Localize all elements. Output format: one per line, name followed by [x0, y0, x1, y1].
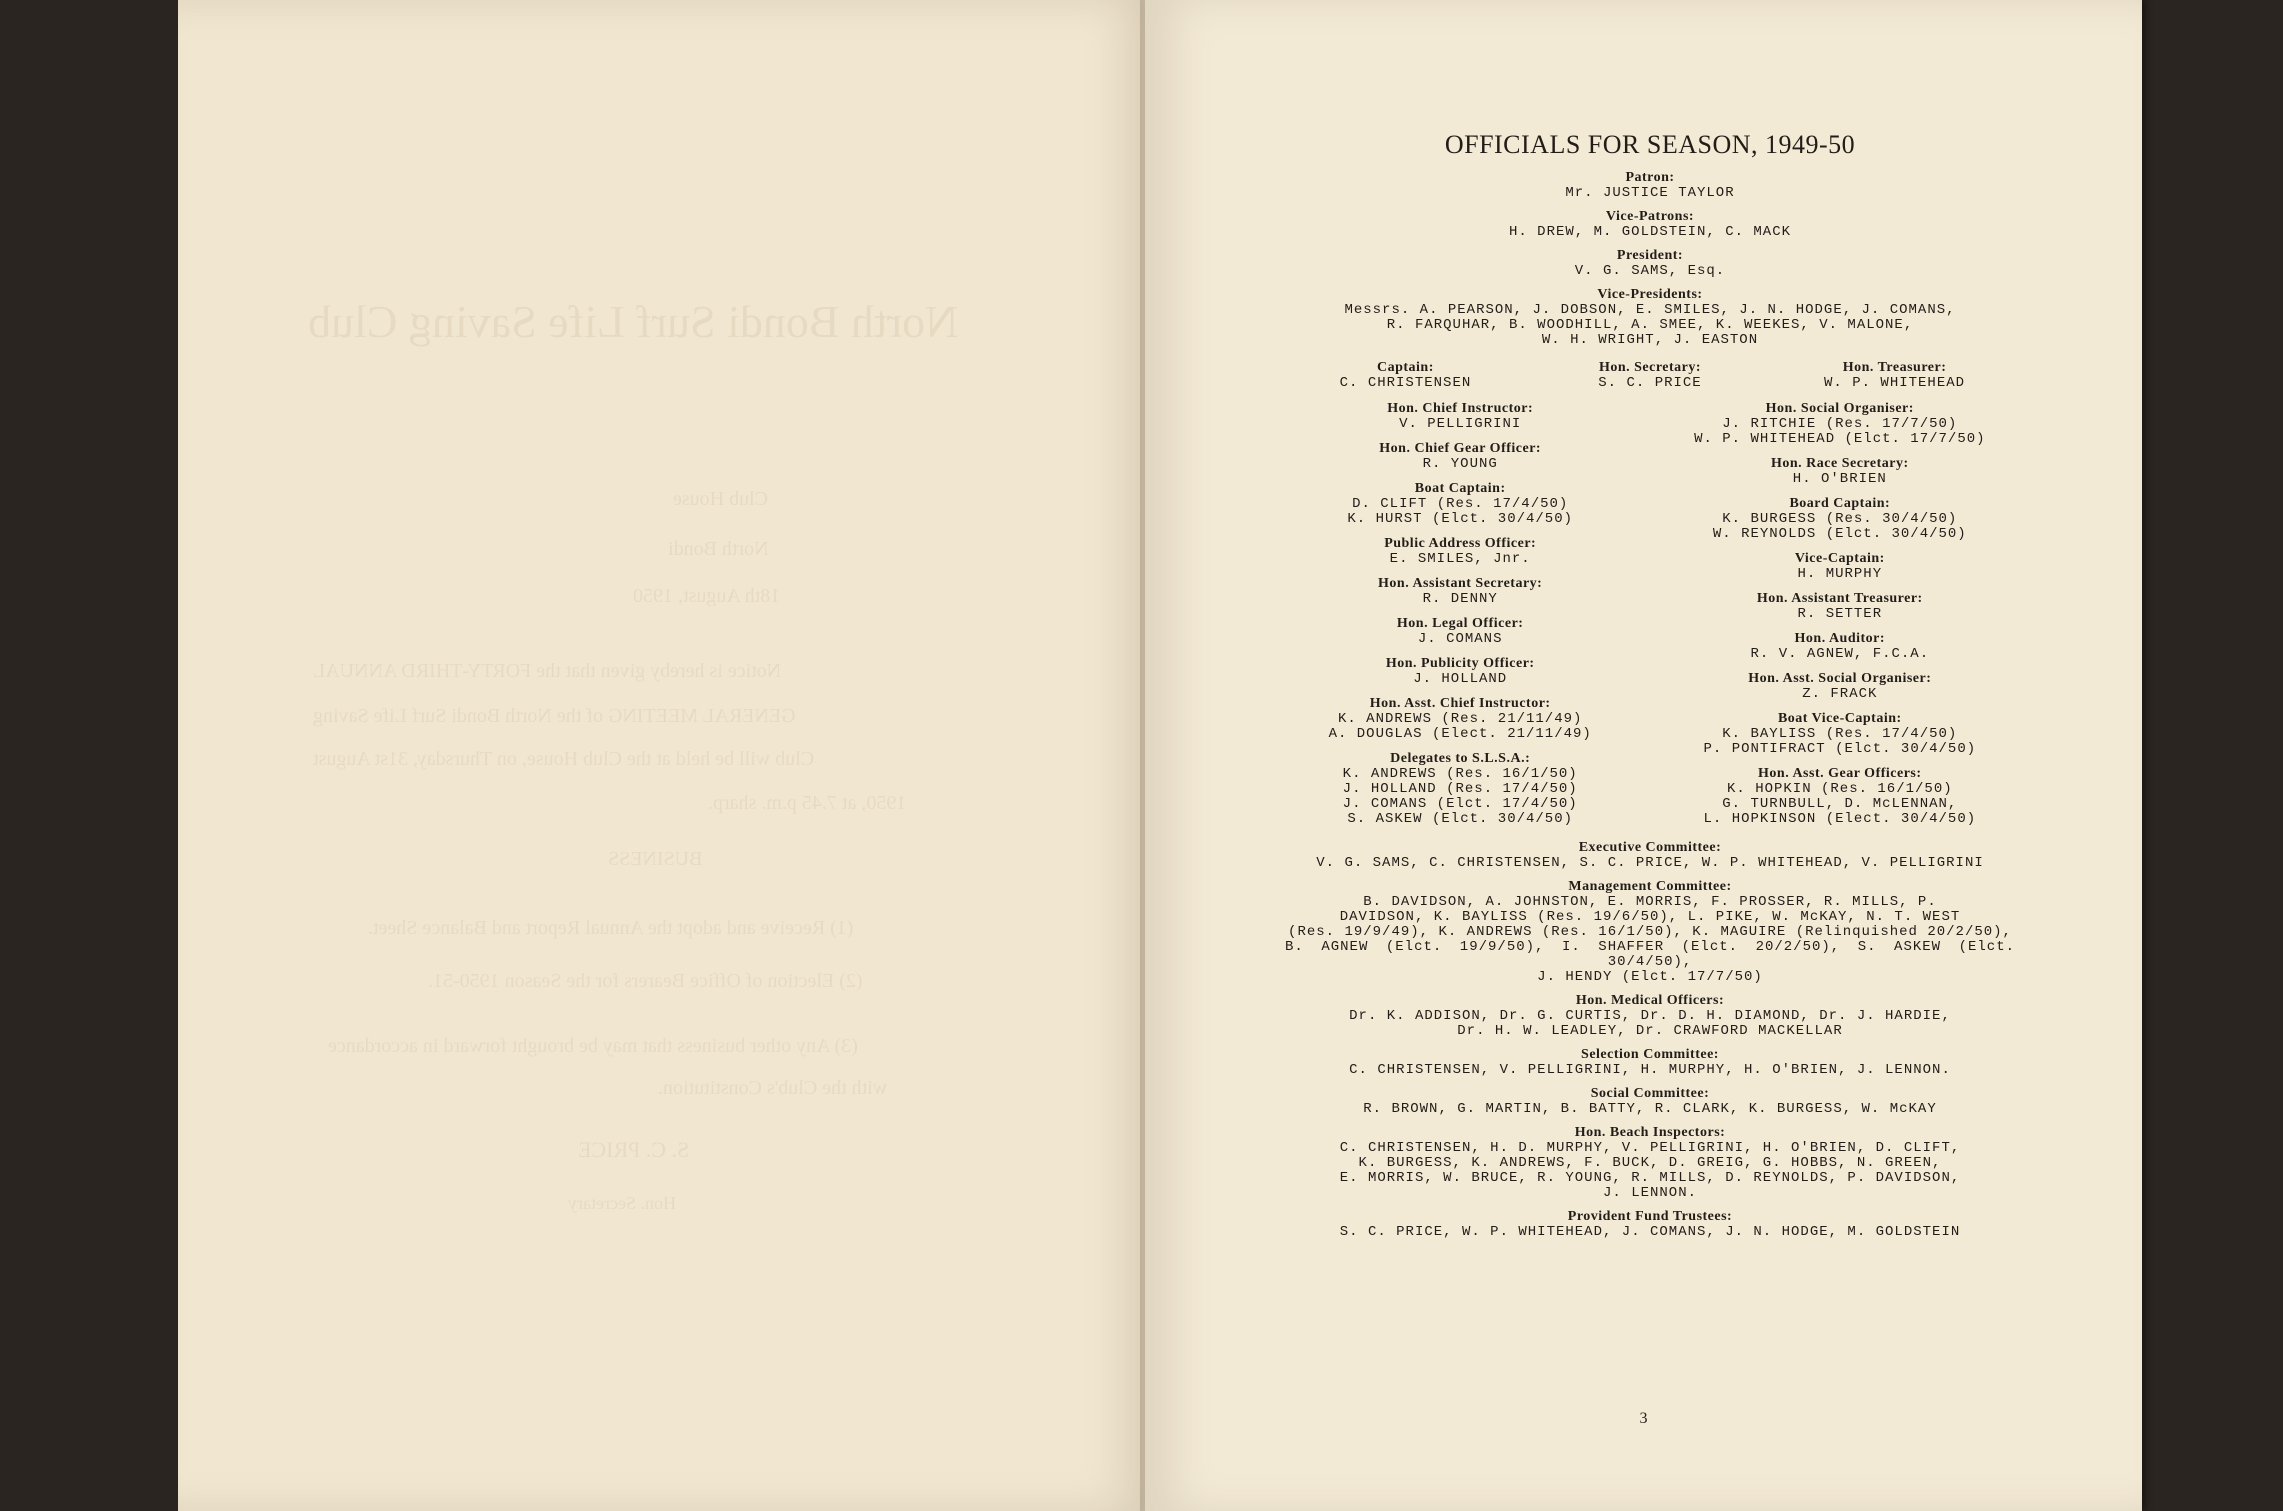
- office-label: Boat Captain:: [1414, 481, 1506, 496]
- bleed-line: (2) Election of Office Bearers for the Season 1950-51.: [428, 970, 863, 992]
- president-value: V. G. SAMS, Esq.: [1574, 263, 1726, 279]
- office-holder: E. SMILES, Jnr.: [1389, 551, 1531, 567]
- treasurer-section: [1774, 356, 2015, 391]
- bleed-line: 1950, at 7.45 p.m. sharp.: [708, 792, 907, 814]
- bleed-line: with the Club's Constitution.: [658, 1077, 888, 1099]
- office-holder: A. DOUGLAS (Elect. 21/11/49): [1328, 726, 1592, 742]
- committee-line: B. AGNEW (Elct. 19/9/50), I. SHAFFER (Elct. 20/2/50), S. ASKEW (Elct. 30/4/50),: [1285, 939, 2015, 970]
- social-committee: [1285, 1086, 2015, 1117]
- officers-right-column: [1665, 397, 2015, 836]
- office-holder: D. CLIFT (Res. 17/4/50): [1352, 496, 1569, 512]
- office-entry: [1665, 551, 2015, 582]
- officers-left-column: [1285, 397, 1635, 836]
- bleed-line: (1) Receive and adopt the Annual Report and Balance Sheet.: [368, 917, 854, 939]
- office-entry: [1285, 616, 1635, 647]
- office-entry: [1665, 766, 2015, 827]
- vice-presidents-line: R. FARQUHAR, B. WOODHILL, A. SMEE, K. WEEKES, V. MALONE,: [1386, 317, 1914, 333]
- bleed-line: Club will be held at the Club House, on Thursday, 31st August: [313, 748, 815, 770]
- office-entry: [1285, 576, 1635, 607]
- bleed-line: Notice is hereby given that the FORTY-THIRD ANNUAL: [313, 660, 782, 682]
- committee-line: (Res. 19/9/49), K. ANDREWS (Res. 16/1/50), K. MAGUIRE (Relinquished 20/2/50),: [1288, 924, 2012, 940]
- office-holder: R. DENNY: [1422, 591, 1498, 607]
- committee-line: C. CHRISTENSEN, H. D. MURPHY, V. PELLIGRINI, H. O'BRIEN, D. CLIFT,: [1339, 1140, 1961, 1156]
- office-holder: W. REYNOLDS (Elct. 30/4/50): [1712, 526, 1967, 542]
- bleed-line: BUSINESS: [608, 848, 703, 870]
- officials-list: [1285, 130, 2015, 1248]
- captain-section: [1285, 356, 1526, 391]
- committee-line: R. BROWN, G. MARTIN, B. BATTY, R. CLARK, K. BURGESS, W. McKAY: [1363, 1101, 1937, 1117]
- president-label: President:: [1616, 248, 1684, 263]
- office-holder: S. ASKEW (Elct. 30/4/50): [1347, 811, 1574, 827]
- office-label: Hon. Asst. Social Organiser:: [1748, 671, 1932, 686]
- office-label: Hon. Publicity Officer:: [1385, 656, 1535, 671]
- management-committee: [1285, 879, 2015, 985]
- patron-value: Mr. JUSTICE TAYLOR: [1565, 185, 1735, 201]
- bleed-line: North Bondi: [668, 538, 769, 560]
- committee-line: J. HENDY (Elct. 17/7/50): [1537, 969, 1763, 985]
- office-holder: K. HOPKIN (Res. 16/1/50): [1726, 781, 1953, 797]
- executive-committee: [1285, 840, 2015, 871]
- officers-columns: [1285, 397, 2015, 836]
- captain-label: Captain:: [1376, 360, 1434, 375]
- committee-line: E. MORRIS, W. BRUCE, R. YOUNG, R. MILLS, D. REYNOLDS, P. DAVIDSON,: [1339, 1170, 1961, 1186]
- vice-presidents-line: Messrs. A. PEARSON, J. DOBSON, E. SMILES, J. N. HODGE, J. COMANS,: [1344, 302, 1956, 318]
- office-holder: G. TURNBULL, D. McLENNAN,: [1722, 796, 1958, 812]
- office-label: Hon. Race Secretary:: [1770, 456, 1909, 471]
- bleed-line: (3) Any other business that may be brought forward in accordance: [328, 1035, 858, 1057]
- committee-label: Hon. Beach Inspectors:: [1574, 1125, 1726, 1140]
- committee-label: Social Committee:: [1590, 1086, 1710, 1101]
- office-label: Hon. Auditor:: [1794, 631, 1886, 646]
- office-label: Hon. Assistant Treasurer:: [1756, 591, 1923, 606]
- committee-line: Dr. H. W. LEADLEY, Dr. CRAWFORD MACKELLAR: [1457, 1023, 1843, 1039]
- office-holder: H. MURPHY: [1797, 566, 1883, 582]
- committee-line: V. G. SAMS, C. CHRISTENSEN, S. C. PRICE, W. P. WHITEHEAD, V. PELLIGRINI: [1316, 855, 1984, 871]
- office-holder: K. ANDREWS (Res. 16/1/50): [1342, 766, 1578, 782]
- bleed-line: Hon. Secretary: [568, 1193, 676, 1213]
- office-holder: L. HOPKINSON (Elect. 30/4/50): [1703, 811, 1977, 827]
- committee-label: Selection Committee:: [1581, 1047, 1719, 1062]
- office-holder: K. HURST (Elct. 30/4/50): [1347, 511, 1574, 527]
- beach-inspectors: [1285, 1125, 2015, 1201]
- office-entry: [1665, 456, 2015, 487]
- office-label: Hon. Asst. Gear Officers:: [1758, 766, 1922, 781]
- office-holder: J. COMANS: [1417, 631, 1503, 647]
- vice-patrons-value: H. DREW, M. GOLDSTEIN, C. MACK: [1508, 224, 1792, 240]
- office-entry: [1665, 401, 2015, 447]
- treasurer-label: Hon. Treasurer:: [1842, 360, 1947, 375]
- office-holder: K. BURGESS (Res. 30/4/50): [1722, 511, 1958, 527]
- provident-fund-trustees: [1285, 1209, 2015, 1240]
- vice-patrons-section: [1285, 209, 2015, 240]
- office-holder: W. P. WHITEHEAD (Elct. 17/7/50): [1694, 431, 1986, 447]
- office-holder: R. SETTER: [1797, 606, 1883, 622]
- office-label: Hon. Asst. Chief Instructor:: [1369, 696, 1551, 711]
- medical-officers: [1285, 993, 2015, 1039]
- bleed-line: Club House: [673, 488, 768, 510]
- office-label: Board Captain:: [1789, 496, 1891, 511]
- vice-presidents-line: W. H. WRIGHT, J. EASTON: [1541, 332, 1759, 348]
- president-section: [1285, 248, 2015, 279]
- office-label: Hon. Social Organiser:: [1765, 401, 1914, 416]
- committee-line: B. DAVIDSON, A. JOHNSTON, E. MORRIS, F. PROSSER, R. MILLS, P.: [1363, 894, 1937, 910]
- treasurer-value: W. P. WHITEHEAD: [1824, 375, 1966, 391]
- page-number: 3: [1639, 1410, 1648, 1427]
- office-holder: K. BAYLISS (Res. 17/4/50): [1722, 726, 1958, 742]
- secretary-value: S. C. PRICE: [1598, 375, 1702, 391]
- patron-label: Patron:: [1625, 170, 1675, 185]
- captain-value: C. CHRISTENSEN: [1339, 375, 1472, 391]
- office-holder: P. PONTIFRACT (Elct. 30/4/50): [1703, 741, 1977, 757]
- office-holder: J. RITCHIE (Res. 17/7/50): [1722, 416, 1958, 432]
- selection-committee: [1285, 1047, 2015, 1078]
- committee-line: S. C. PRICE, W. P. WHITEHEAD, J. COMANS, J. N. HODGE, M. GOLDSTEIN: [1339, 1224, 1961, 1240]
- patron-section: [1285, 170, 2015, 201]
- secretary-label: Hon. Secretary:: [1598, 360, 1702, 375]
- committee-label: Hon. Medical Officers:: [1575, 993, 1725, 1008]
- bleed-line: GENERAL MEETING of the North Bondi Surf Life Saving: [313, 705, 796, 727]
- bleed-line: 18th August, 1950: [633, 585, 781, 607]
- office-holder: R. YOUNG: [1422, 456, 1498, 472]
- committee-line: DAVIDSON, K. BAYLISS (Res. 19/6/50), L. PIKE, W. McKAY, N. T. WEST: [1339, 909, 1961, 925]
- vice-presidents-label: Vice-Presidents:: [1597, 287, 1703, 302]
- committee-line: J. LENNON.: [1602, 1185, 1697, 1201]
- office-label: Hon. Chief Gear Officer:: [1379, 441, 1542, 456]
- office-label: Delegates to S.L.S.A.:: [1390, 751, 1531, 766]
- vice-patrons-label: Vice-Patrons:: [1605, 209, 1695, 224]
- office-label: Hon. Assistant Secretary:: [1378, 576, 1543, 591]
- office-holder: Z. FRACK: [1802, 686, 1878, 702]
- office-label: Boat Vice-Captain:: [1777, 711, 1902, 726]
- vice-presidents-section: [1285, 287, 2015, 348]
- office-holder: J. COMANS (Elct. 17/4/50): [1342, 796, 1578, 812]
- office-entry: [1285, 536, 1635, 567]
- bleed-heading: North Bondi Surf Life Saving Club: [308, 296, 959, 347]
- committee-label: Management Committee:: [1568, 879, 1732, 894]
- office-label: Hon. Legal Officer:: [1396, 616, 1524, 631]
- office-entry: [1285, 441, 1635, 472]
- office-holder: J. HOLLAND (Res. 17/4/50): [1342, 781, 1578, 797]
- committee-label: Provident Fund Trustees:: [1567, 1209, 1733, 1224]
- committee-line: K. BURGESS, K. ANDREWS, F. BUCK, D. GREIG, G. HOBBS, N. GREEN,: [1358, 1155, 1942, 1171]
- office-label: Vice-Captain:: [1794, 551, 1885, 566]
- left-page: [178, 0, 1153, 1511]
- office-entry: [1665, 711, 2015, 757]
- office-holder: K. ANDREWS (Res. 21/11/49): [1337, 711, 1583, 727]
- bleed-line: S. C. PRICE: [578, 1137, 690, 1162]
- office-entry: [1665, 671, 2015, 702]
- principal-officers: [1285, 356, 2015, 391]
- office-label: Hon. Chief Instructor:: [1387, 401, 1534, 416]
- office-entry: [1285, 696, 1635, 742]
- page-title: OFFICIALS FOR SEASON, 1949-50: [1444, 130, 1856, 159]
- office-holder: J. HOLLAND: [1413, 671, 1508, 687]
- office-entry: [1665, 591, 2015, 622]
- office-entry: [1665, 496, 2015, 542]
- office-holder: V. PELLIGRINI: [1399, 416, 1522, 432]
- secretary-section: [1530, 356, 1771, 391]
- office-entry: [1285, 401, 1635, 432]
- office-label: Public Address Officer:: [1384, 536, 1537, 551]
- office-entry: [1285, 656, 1635, 687]
- office-holder: H. O'BRIEN: [1792, 471, 1887, 487]
- committee-label: Executive Committee:: [1578, 840, 1722, 855]
- office-entry: [1285, 751, 1635, 827]
- committee-line: C. CHRISTENSEN, V. PELLIGRINI, H. MURPHY, H. O'BRIEN, J. LENNON.: [1349, 1062, 1951, 1078]
- committee-line: Dr. K. ADDISON, Dr. G. CURTIS, Dr. D. H. DIAMOND, Dr. J. HARDIE,: [1349, 1008, 1951, 1024]
- office-holder: R. V. AGNEW, F.C.A.: [1750, 646, 1930, 662]
- office-entry: [1285, 481, 1635, 527]
- office-entry: [1665, 631, 2015, 662]
- right-page: [1145, 0, 2142, 1511]
